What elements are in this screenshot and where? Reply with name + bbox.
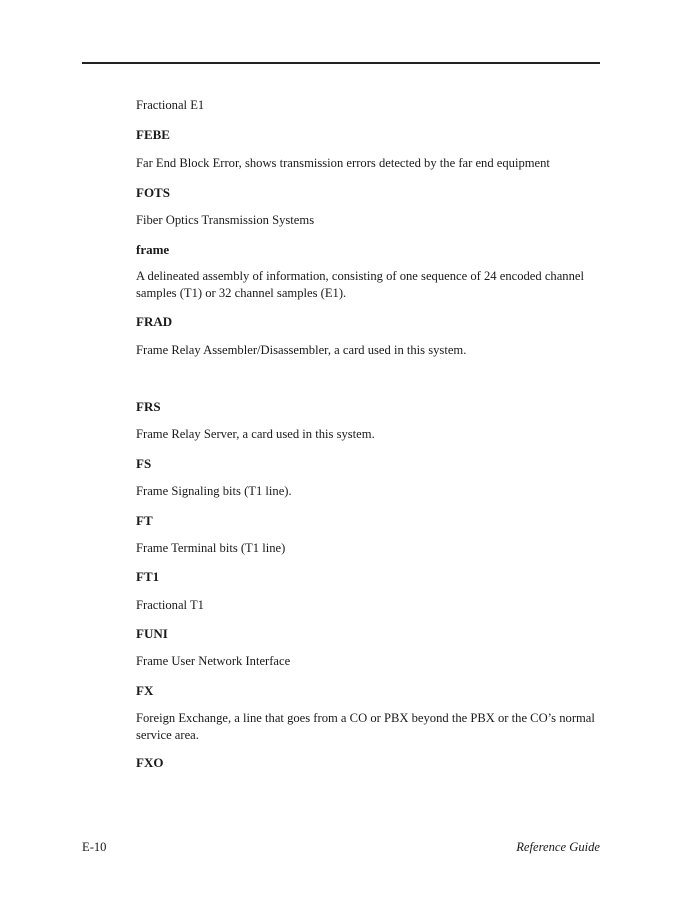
term-fxo: FXO [136,755,164,770]
definition-fractional-e1: Fractional E1 [136,98,205,112]
definition-fs: Frame Signaling bits (T1 line). [136,484,292,498]
definition-frame: A delineated assembly of information, consisting of one sequence of 24 encoded channel samples (T1) or 32 channel samples (E1). [136,269,584,300]
term-frad: FRAD [136,314,173,329]
footer-document-title: Reference Guide [516,840,600,854]
term-fots: FOTS [136,185,170,200]
definition-fots: Fiber Optics Transmission Systems [136,213,315,227]
definition-ft: Frame Terminal bits (T1 line) [136,541,286,555]
term-ft1: FT1 [136,569,160,584]
term-funi: FUNI [136,626,168,641]
term-frs: FRS [136,399,161,414]
definition-funi: Frame User Network Interface [136,654,291,668]
term-fs: FS [136,456,152,471]
footer-page-number: E-10 [82,840,107,854]
term-fx: FX [136,683,154,698]
definition-febe: Far End Block Error, shows transmission errors detected by the far end equipment [136,156,550,170]
definition-ft1: Fractional T1 [136,598,204,612]
term-febe: FEBE [136,127,170,142]
header-rule [82,62,600,64]
definition-fx: Foreign Exchange, a line that goes from a CO or PBX beyond the PBX or the CO’s normal service area. [136,711,595,742]
definition-frs: Frame Relay Server, a card used in this system. [136,427,375,441]
term-ft: FT [136,513,153,528]
definition-frad: Frame Relay Assembler/Disassembler, a card used in this system. [136,343,467,357]
term-frame: frame [136,242,170,257]
